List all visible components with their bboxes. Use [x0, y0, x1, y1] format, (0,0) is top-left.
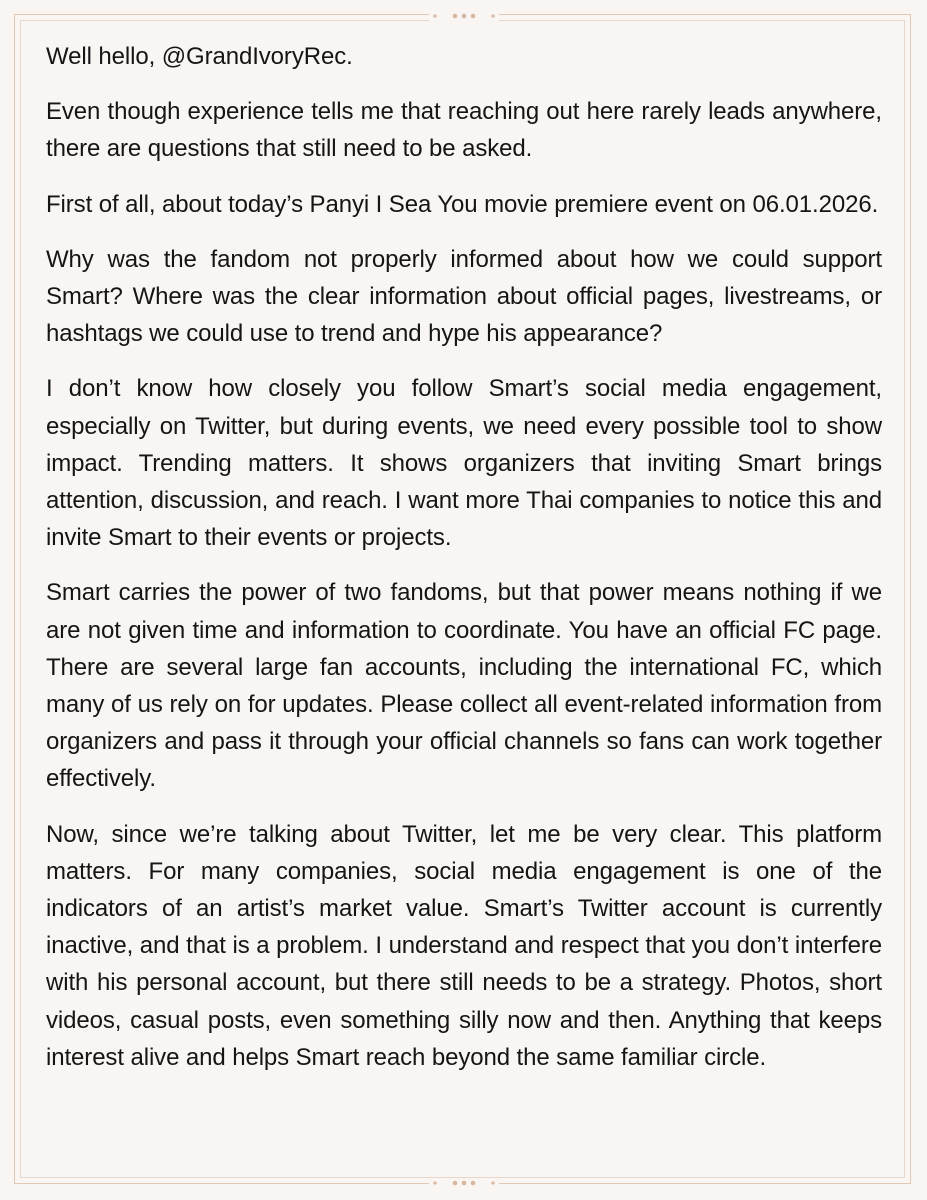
- letter-paragraph: Now, since we’re talking about Twitter, let me be very clear. This platform matters. For many companies, social media engagement is one of the indicators of an artist’s market value. Smart’s Twitter account is currently inactive, and that is a problem. I understand and respect that you don’t interfere with his personal account, but there still needs to be a strategy. Photos, short videos, casual posts, even something silly now and then. Anything that keeps interest alive and helps Smart reach beyond the same familiar circle.: [46, 820, 882, 1071]
- letter-greeting: Well hello, @GrandIvoryRec.: [46, 43, 353, 70]
- letter-paragraph: Even though experience tells me that reaching out here rarely leads anywhere, there are questions that still need to be asked.: [46, 98, 882, 163]
- letter-paragraph: I don’t know how closely you follow Smart’s social media engagement, especially on Twitter, but during events, we need every possible tool to show impact. Trending matters. It shows organizers that inviting Smart brings attention, discussion, and reach. I want more Thai companies to notice this and invite Smart to their events or projects.: [46, 375, 882, 552]
- top-ornament-icon: [429, 11, 499, 21]
- letter-paragraph: Smart carries the power of two fandoms, but that power means nothing if we are not given time and information to coordinate. You have an official FC page. There are several large fan accounts, including the international FC, which many of us rely on for updates. Please collect all event-related information from organizers and pass it through your official channels so fans can work together effectively.: [46, 579, 882, 793]
- bottom-ornament-icon: [429, 1178, 499, 1188]
- letter-paragraph: Why was the fandom not properly informed about how we could support Smart? Where was the clear information about official pages, livestreams, or hashtags we could use to trend and hype his appearance?: [46, 245, 882, 348]
- letter-paragraph: First of all, about today’s Panyi I Sea You movie premiere event on 06.01.2026.: [46, 190, 879, 218]
- letter-body: [46, 38, 882, 1094]
